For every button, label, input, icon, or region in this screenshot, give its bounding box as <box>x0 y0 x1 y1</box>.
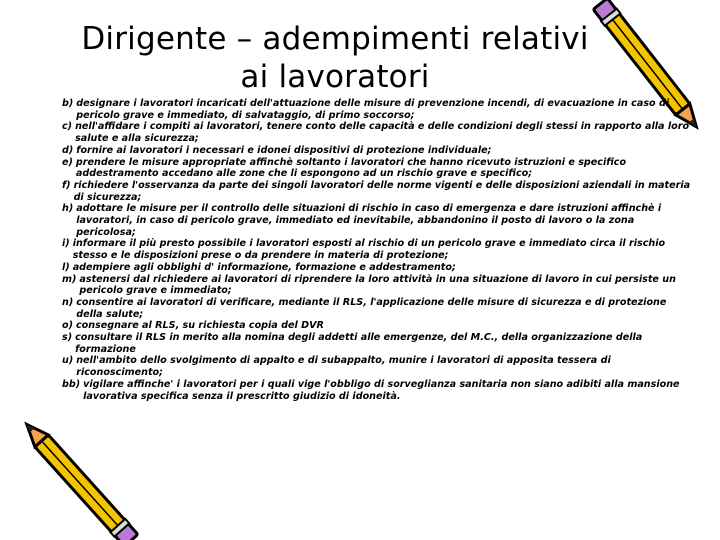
list-item <box>62 355 692 378</box>
list-item-text: prendere le misure appropriate affinchè soltanto i lavoratori che hanno ricevuto istruzioni e specifico addestramento accedano alle zone che li espongono ad un rischio grave e specifico; <box>75 156 627 180</box>
list-item <box>62 379 692 402</box>
list-item <box>62 203 692 238</box>
list-item <box>62 297 692 320</box>
list-item-label: b) <box>62 98 74 109</box>
list-item-text: consentire ai lavoratori di verificare, mediante il RLS, l'applicazione delle misure di sicurezza e di protezione della salute; <box>76 296 667 320</box>
list-item-text: fornire ai lavoratori i necessari e idonei dispositivi di protezione individuale; <box>76 144 492 156</box>
list-item-label: d) <box>62 144 74 156</box>
list-item-text: informare il più presto possibile i lavoratori esposti al rischio di un pericolo grave e immediato circa il rischio stesso e le disposizioni prese o da prendere in materia di protezione; <box>72 238 666 262</box>
list-item-label: bb) <box>62 378 81 390</box>
list-item-label: u) <box>62 355 74 367</box>
list-item-label: c) <box>62 121 73 133</box>
list-item-text: designare i lavoratori incaricati dell'attuazione delle misure di prevenzione incendi, di evacuazione in caso di pericolo grave e immediato, di salvataggio, di primo soccorso; <box>76 98 670 121</box>
list-item-text: nell'ambito dello svolgimento di appalto e di subappalto, munire i lavoratori di apposita tessera di riconoscimento; <box>76 355 611 379</box>
list-item-label: s) <box>62 332 73 344</box>
list-item-text: richiedere l'osservanza da parte dei singoli lavoratori delle norme vigenti e delle disposizioni aziendali in materia di sicurezza; <box>73 179 691 203</box>
obligations-list <box>62 98 692 402</box>
list-item <box>62 238 692 261</box>
list-item <box>62 145 692 157</box>
list-item-label: n) <box>62 296 74 308</box>
list-item-text: adempiere agli obblighi d' informazione, formazione e addestramento; <box>72 261 456 273</box>
list-item <box>62 332 692 355</box>
list-item-label: o) <box>62 320 73 332</box>
list-item <box>62 157 692 180</box>
list-item-label: i) <box>62 238 70 250</box>
list-item-label: l) <box>62 261 70 273</box>
slide-title: Dirigente – adempimenti relativi ai lavoratori <box>81 21 589 95</box>
list-item <box>62 274 692 297</box>
list-item-text: vigilare affinche' i lavoratori per i quali vige l'obbligo di sorveglianza sanitaria non siano adibiti alla mansione lavorativa specifica senza il prescritto giudizio di idoneità. <box>83 378 680 402</box>
list-item <box>62 320 692 332</box>
list-item-text: nell'affidare i compiti ai lavoratori, tenere conto delle capacità e delle condizioni degli stessi in rapporto alla loro salute e alla sicurezza; <box>75 121 690 145</box>
list-item-text: astenersi dal richiedere ai lavoratori di riprendere la loro attività in una situazione di lavoro in cui persiste un pericolo grave e immediato; <box>79 273 676 297</box>
list-item <box>62 121 692 144</box>
list-item-text: consultare il RLS in merito alla nomina degli addetti alle emergenze, del M.C., della organizzazione della formazione <box>75 332 643 355</box>
list-item-text: consegnare al RLS, su richiesta copia del DVR <box>75 320 324 332</box>
list-item <box>62 262 692 274</box>
list-item-label: e) <box>62 156 73 168</box>
list-item <box>62 98 692 121</box>
list-item-text: adottare le misure per il controllo delle situazioni di rischio in caso di emergenza e dare istruzioni affinchè i lavoratori, in caso di pericolo grave, immediato ed inevitabile, abbandonino il posto di lavoro o la zona pericolosa; <box>76 203 662 238</box>
list-item-label: f) <box>62 179 71 191</box>
list-item-label: m) <box>62 273 77 285</box>
list-item-label: h) <box>62 203 74 215</box>
list-item <box>62 180 692 203</box>
